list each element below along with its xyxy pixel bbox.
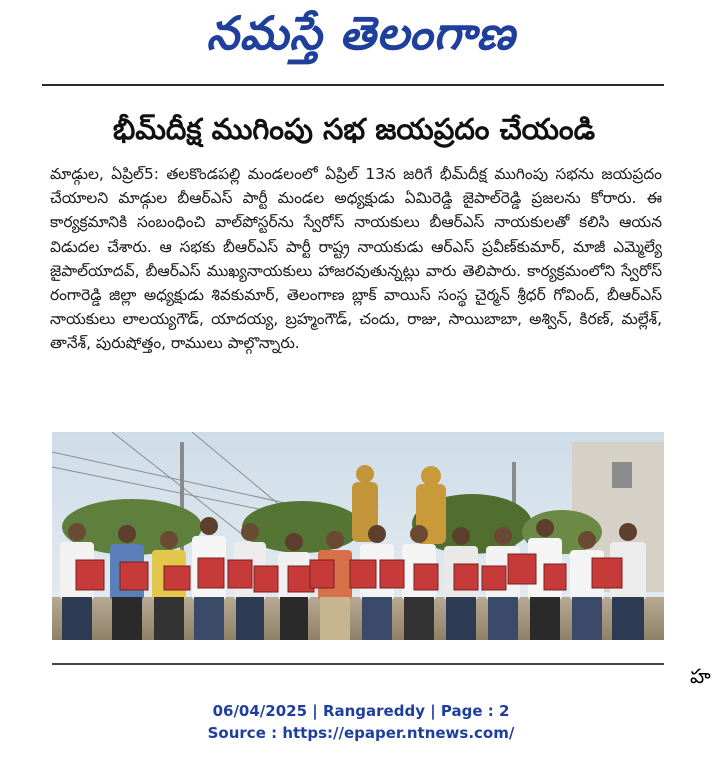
- article-body: మాడ్గుల, ఏప్రిల్‌5: తలకొండపల్లి మండలంలో ఏప్రిల్‌ 13న జరిగే భీమ్‌దీక్ష ముగింపు సభను జయప్రదం చేయాలని మాడ్గుల బీఆర్‌ఎస్‌ పార్టీ మండల అధ్యక్షుడు ఏమిరెడ్డి జైపాల్‌రెడ్డి ప్రజలను కోరారు. ఈ కార్యక్రమానికి సంబంధించి వాల్‌పోస్టర్‌ను స్వేరోస్‌ నాయకులు బీఆర్‌ఎస్‌ నాయకులతో కలిసి ఆయన విడుదల చేశారు. ఆ సభకు బీఆర్‌ఎస్‌ పార్టీ రాష్ట్ర నాయకుడు ఆర్‌ఎస్‌ ప్రవీణ్‌కుమార్‌, మాజీ ఎమ్మెల్యే జైపాల్‌యాదవ్‌, బీఆర్‌ఎస్‌ ముఖ్యనాయకులు హాజరవుతున్నట్లు వారు తెలిపారు. కార్యక్రమంలోని స్వేరోస్‌ రంగారెడ్డి జిల్లా అధ్యక్షుడు శివకుమార్‌, తెలంగాణ బ్లాక్‌ వాయిస్‌ సంస్థ చైర్మన్‌ శ్రీధర్‌ గోవింద్‌, బీఆర్‌ఎస్‌ నాయకులు లాలయ్యగౌడ్‌, యాదయ్య, బ్రహ్మంగౌడ్‌, చందు, రాజు, సాయిబాబా, అశ్విన్‌, కిరణ్‌, మల్లేశ్‌, తానేశ్‌, పురుషోత్తం, రాములు పాల్గొన్నారు.: [50, 165, 662, 353]
- source-footer: [0, 700, 722, 744]
- article-photo: [52, 432, 664, 640]
- group-photo-illustration: [52, 432, 664, 640]
- masthead-divider: [42, 84, 664, 86]
- article-separator: [52, 663, 664, 665]
- footer-date-edition-page: 06/04/2025 | Rangareddy | Page : 2: [212, 702, 510, 720]
- next-article-fragment: హ: [690, 664, 711, 688]
- masthead-title: నమస్తే తెలంగాణ: [206, 6, 516, 60]
- footer-source-link: Source : https://epaper.ntnews.com/: [207, 724, 515, 742]
- article-headline: భీమ్‌దీక్ష ముగింపు సభ జయప్రదం చేయండి: [112, 112, 596, 146]
